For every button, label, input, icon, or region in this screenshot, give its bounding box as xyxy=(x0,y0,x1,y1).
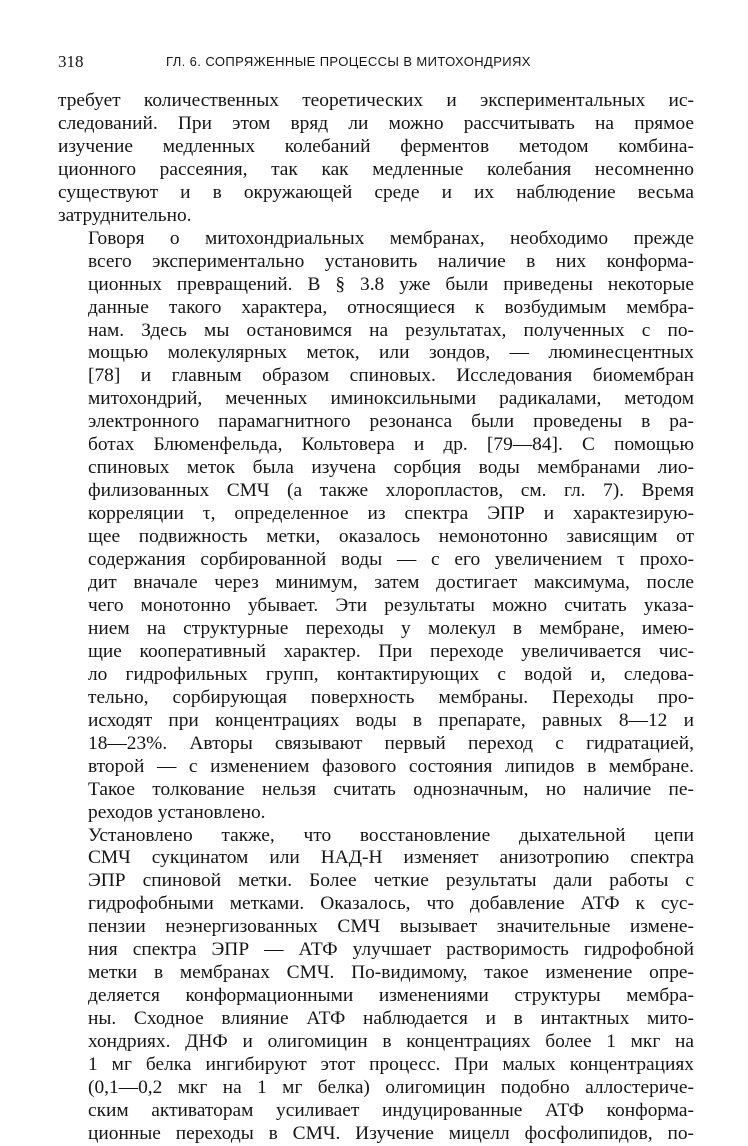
text-line: Говоря о митохондриальных мембранах, необходимо прежде xyxy=(88,227,694,249)
paragraph xyxy=(58,228,694,825)
page-header xyxy=(58,52,694,76)
text-line: пензии неэнергизованных СМЧ вызывает значительные измене- xyxy=(88,916,694,938)
text-line: гидрофобными метками. Оказалось, что добавление АТФ к сус- xyxy=(88,893,694,915)
text-line: дит вначале через минимум, затем достигает максимума, после xyxy=(88,572,694,594)
text-line: метки в мембранах СМЧ. По-видимому, такое изменение опре- xyxy=(88,962,694,984)
page-number: 318 xyxy=(58,52,84,71)
text-line: второй — с изменением фазового состояния липидов в мембране. xyxy=(88,755,694,777)
text-line: существуют и в окружающей среде и их наблюдение весьма xyxy=(58,181,694,203)
text-line: тельно, сорбирующая поверхность мембраны. Переходы про- xyxy=(88,686,694,708)
book-page xyxy=(58,52,694,1146)
text-line: [78] и главным образом спиновых. Исследования биомембран xyxy=(88,365,694,387)
text-line: чего монотонно убывает. Эти результаты можно считать указа- xyxy=(88,594,694,616)
text-line: (0,1—0,2 мкг на 1 мг белка) олигомицин подобно аллостериче- xyxy=(88,1076,694,1098)
text-line: спиновых меток была изучена сорбция воды мембранами лио- xyxy=(88,457,694,479)
text-line: Такое толкование нельзя считать однозначным, но наличие пе- xyxy=(88,778,694,800)
text-line: ния спектра ЭПР — АТФ улучшает растворимость гидрофобной xyxy=(88,939,694,961)
text-line: корреляции τ, определенное из спектра ЭПР и характезирую- xyxy=(88,503,694,525)
text-line: филизованных СМЧ (а также хлоропластов, см. гл. 7). Время xyxy=(88,480,694,502)
text-line: ны. Сходное влияние АТФ наблюдается и в интактных мито- xyxy=(88,1008,694,1030)
paragraph xyxy=(58,90,694,228)
text-line: ЭПР спиновой метки. Более четкие результаты дали работы с xyxy=(88,870,694,892)
paragraph xyxy=(58,825,694,1146)
text-line: ционные переходы в СМЧ. Изучение мицелл фосфолипидов, по- xyxy=(88,1122,694,1144)
text-line: всего экспериментально установить наличие в них конформа- xyxy=(88,250,694,272)
text-line: мощью молекулярных меток, или зондов, — люминесцентных xyxy=(88,342,694,364)
text-line: ло гидрофильных групп, контактирующих с водой и, следова- xyxy=(88,663,694,685)
text-line: щее подвижность метки, оказалось немонотонно зависящим от xyxy=(88,526,694,548)
text-line: Установлено также, что восстановление дыхательной цепи xyxy=(88,824,694,846)
text-line: реходов установлено. xyxy=(88,801,266,823)
text-line: 1 мг белка ингибируют этот процесс. При малых концентрациях xyxy=(88,1054,694,1076)
text-line: затруднительно. xyxy=(58,204,192,226)
text-line: деляется конформационными изменениями структуры мембра- xyxy=(88,985,694,1007)
running-head: ГЛ. 6. СОПРЯЖЕННЫЕ ПРОЦЕССЫ В МИТОХОНДРИЯХ xyxy=(166,54,531,69)
body-text xyxy=(58,90,694,1146)
text-line: ционных превращений. В § 3.8 уже были приведены некоторые xyxy=(88,273,694,295)
text-line: электронного парамагнитного резонанса были проведены в ра- xyxy=(88,411,694,433)
text-line: щие кооперативный характер. При переходе увеличивается чис- xyxy=(88,640,694,662)
text-line: данные такого характера, относящиеся к возбудимым мембра- xyxy=(88,296,694,318)
text-line: ционного рассеяния, так как медленные колебания несомненно xyxy=(58,158,694,180)
text-line: требует количественных теоретических и экспериментальных ис- xyxy=(58,90,694,111)
text-line: изучение медленных колебаний ферментов методом комбина- xyxy=(58,135,694,157)
text-line: содержания сорбированной воды — с его увеличением τ прохо- xyxy=(88,549,694,571)
text-line: СМЧ сукцинатом или НАД-Н изменяет анизотропию спектра xyxy=(88,847,694,869)
text-line: нам. Здесь мы остановимся на результатах, полученных с по- xyxy=(88,319,694,341)
text-line: хондриях. ДНФ и олигомицин в концентрациях более 1 мкг на xyxy=(88,1031,694,1053)
text-line: митохондрий, меченных иминоксильными радикалами, методом xyxy=(88,388,694,410)
text-line: 18—23%. Авторы связывают первый переход с гидратацией, xyxy=(88,732,694,754)
text-line: нием на структурные переходы у молекул в мембране, имею- xyxy=(88,617,694,639)
text-line: ским активаторам усиливает индуцированные АТФ конформа- xyxy=(88,1099,694,1121)
text-line: следований. При этом вряд ли можно рассчитывать на прямое xyxy=(58,112,694,134)
text-line: исходят при концентрациях воды в препарате, равных 8—12 и xyxy=(88,709,694,731)
text-line: ботах Блюменфельда, Кольтовера и др. [79—84]. С помощью xyxy=(88,434,694,456)
